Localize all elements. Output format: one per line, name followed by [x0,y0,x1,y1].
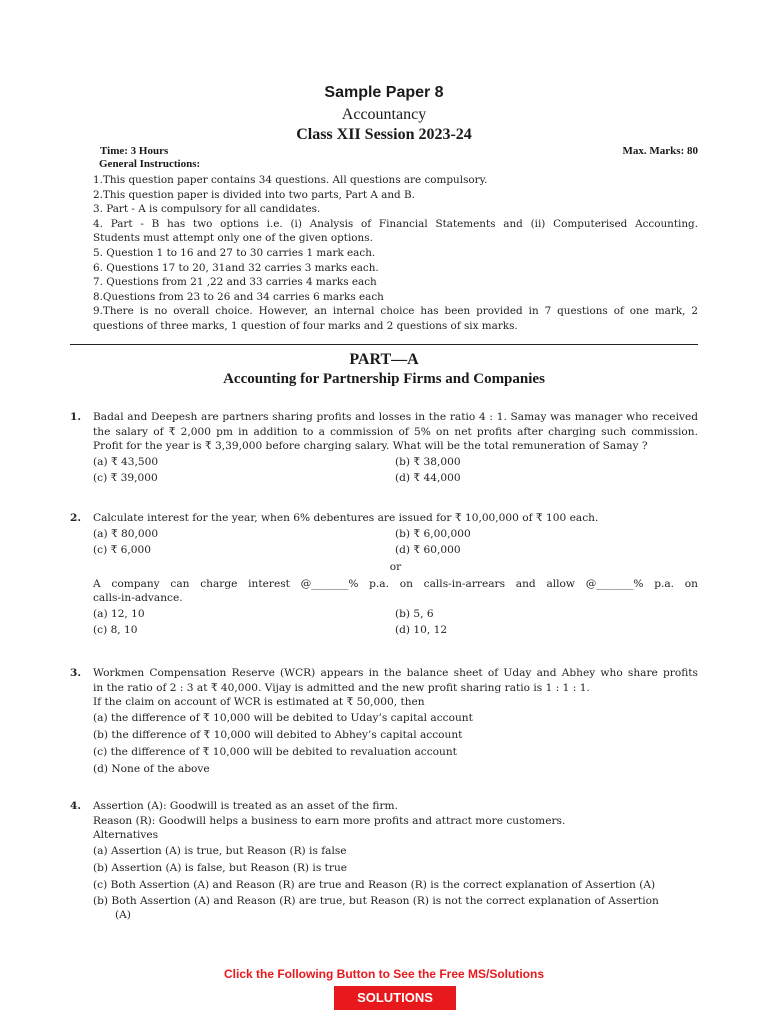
question-4 [70,799,698,922]
option-a: (a) 12, 10 [93,607,145,620]
option-d-continued: (A) [115,908,131,921]
option-c: (c) ₹ 39,000 [93,471,158,484]
option-d: (d) None of the above [93,762,210,775]
question-number: 1. [70,411,82,423]
question-text: Reason (R): Goodwill helps a business to earn more profits and attract more customers. [93,814,566,827]
question-text: the salary of ₹ 2,000 pm in addition to a commission of 5% on net profits after charging such commission. [93,425,698,438]
option-a: (a) ₹ 80,000 [93,527,159,540]
question-text: If the claim on account of WCR is estimated at ₹ 50,000, then [93,696,425,709]
paper-title: Sample Paper 8 [324,84,444,101]
instruction-item: 4. Part - B has two options i.e. (i) Analysis of Financial Statements and (ii) Computerised Accounting. [93,217,698,230]
question-text: Profit for the year is ₹ 3,39,000 before charging salary. What will be the total remuneration of Samay ? [93,440,648,453]
options-list [93,843,698,922]
question-number: 3. [70,667,82,679]
option-d: (d) ₹ 60,000 [395,543,461,556]
option-b: (b) ₹ 38,000 [395,455,461,468]
question-text: in the ratio of 2 : 3 at ₹ 40,000. Vijay is admitted and the new profit sharing ratio is 1 : 1 : 1. [93,681,590,694]
solutions-button[interactable]: SOLUTIONS [334,986,456,1010]
option-b: (b) Assertion (A) is false, but Reason (R) is true [93,861,348,874]
option-c: (c) 8, 10 [93,623,138,636]
instruction-item: 1.This question paper contains 34 questions. All questions are compulsory. [93,174,488,186]
question-2 [70,511,698,638]
question-text: Calculate interest for the year, when 6% debentures are issued for ₹ 10,00,000 of ₹ 100 each. [93,512,599,524]
question-text: Workmen Compensation Reserve (WCR) appears in the balance sheet of Uday and Abhey who share profits [93,667,698,679]
question-text: Alternatives [93,829,159,842]
options-grid [93,606,698,638]
instruction-item: Students must attempt only one of the given options. [93,232,373,245]
option-a: (a) Assertion (A) is true, but Reason (R) is false [93,844,347,857]
instruction-item: 7. Questions from 21 ,22 and 33 carries 4 marks each [93,276,377,289]
question-text: A company can charge interest @_______% p.a. on calls-in-arrears and allow @_______% p.a. on [93,577,698,590]
part-subtitle: Accounting for Partnership Firms and Companies [223,371,545,387]
option-c: (c) the difference of ₹ 10,000 will be debited to revaluation account [93,745,457,758]
option-d: (d) 10, 12 [395,623,448,636]
option-a: (a) the difference of ₹ 10,000 will be debited to Uday’s capital account [93,711,473,724]
option-d: (d) ₹ 44,000 [395,471,461,484]
question-text: Badal and Deepesh are partners sharing profits and losses in the ratio 4 : 1. Samay was manager who received [93,411,698,423]
options-grid [93,526,698,558]
max-marks-label: Max. Marks: 80 [622,145,698,157]
instruction-item: 3. Part - A is compulsory for all candidates. [93,203,321,216]
question-3 [70,666,698,778]
time-label: Time: 3 Hours [100,145,169,157]
solutions-prompt: Click the Following Button to See the Free MS/Solutions [223,967,544,981]
instructions-heading: General Instructions: [99,158,201,170]
or-separator: or [389,560,402,573]
option-b: (b) ₹ 6,00,000 [395,527,471,540]
instruction-item: 5. Question 1 to 16 and 27 to 30 carries 1 mark each. [93,246,376,259]
instructions-list [93,173,698,334]
question-number: 4. [70,800,82,812]
question-text: Assertion (A): Goodwill is treated as an asset of the firm. [93,800,398,812]
instruction-item: 2.This question paper is divided into two parts, Part A and B. [93,188,415,201]
question-1 [70,410,698,486]
options-grid [93,454,698,486]
question-number: 2. [70,512,82,524]
option-b: (b) 5, 6 [395,607,434,620]
option-a: (a) ₹ 43,500 [93,455,159,468]
option-c: (c) ₹ 6,000 [93,543,152,556]
option-b: (b) the difference of ₹ 10,000 will debited to Abhey’s capital account [93,728,463,741]
options-list [93,710,698,778]
instruction-item: questions of three marks, 1 question of four marks and 2 questions of six marks. [93,319,518,332]
subject-title: Accountancy [341,106,427,123]
option-c: (c) Both Assertion (A) and Reason (R) are true and Reason (R) is the correct explanation of Assertion (A) [93,878,656,891]
part-title: PART—A [349,351,419,368]
instruction-item: 9.There is no overall choice. However, an internal choice has been provided in 7 questions of one mark, 2 [93,305,698,318]
question-text: calls-in-advance. [93,592,183,605]
option-d: (b) Both Assertion (A) and Reason (R) are true, but Reason (R) is not the correct explanation of Assertion [93,894,659,907]
instruction-item: 8.Questions from 23 to 26 and 34 carries 6 marks each [93,290,384,303]
instruction-item: 6. Questions 17 to 20, 31and 32 carries 3 marks each. [93,261,379,274]
class-session: Class XII Session 2023-24 [296,126,472,143]
section-divider [70,344,698,345]
